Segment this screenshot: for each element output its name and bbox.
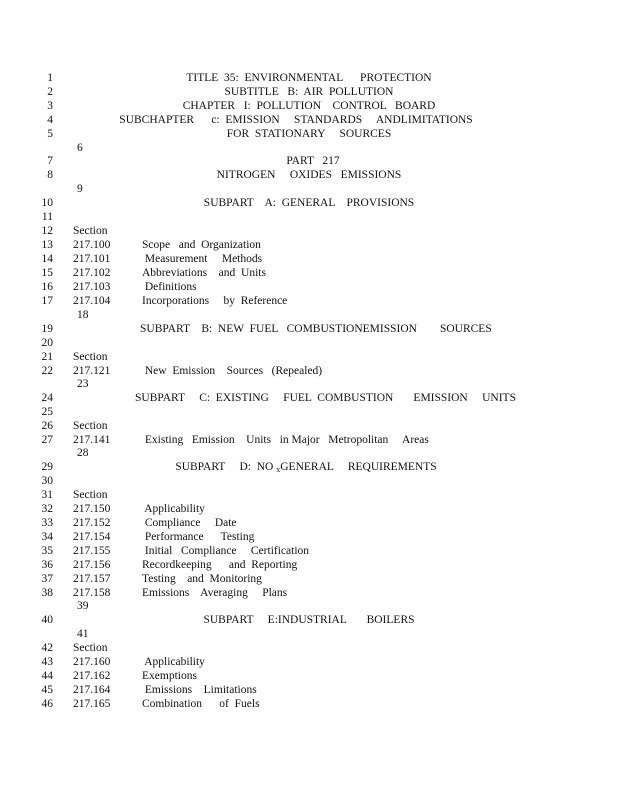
- subpart-d-heading-lead: SUBPART D: NO: [175, 461, 277, 473]
- title-heading: TITLE 35: ENVIRONMENTAL PROTECTION: [186, 72, 432, 84]
- section-number: 217.101: [73, 253, 111, 265]
- line-number: 12: [41, 225, 53, 237]
- line-number: 35: [41, 545, 53, 557]
- section-title: Definitions: [142, 281, 197, 293]
- section-title: Compliance Date: [142, 517, 237, 529]
- line-number: 10: [41, 197, 53, 209]
- stray-line-number: 23: [77, 378, 89, 390]
- stray-line-number: 39: [77, 600, 89, 612]
- line-number: 13: [41, 239, 53, 251]
- section-title: Existing Emission Units in Major Metropolitan Areas: [142, 434, 429, 446]
- section-title: Emissions Averaging Plans: [142, 587, 288, 599]
- line-number: 43: [41, 656, 53, 668]
- section-number: 217.154: [73, 531, 111, 543]
- section-number: 217.162: [73, 670, 111, 682]
- section-label: Section: [73, 225, 108, 237]
- section-number: 217.141: [73, 434, 111, 446]
- line-number: 27: [41, 434, 53, 446]
- line-number: 37: [41, 573, 53, 585]
- section-label: Section: [73, 489, 108, 501]
- line-number: 24: [41, 392, 53, 404]
- stray-line-number: 28: [77, 447, 89, 459]
- section-number: 217.157: [73, 573, 111, 585]
- section-number: 217.155: [73, 545, 111, 557]
- section-label: Section: [73, 420, 108, 432]
- line-number: 42: [41, 642, 53, 654]
- subpart-e-heading: SUBPART E:INDUSTRIAL BOILERS: [203, 614, 415, 626]
- line-number: 25: [41, 406, 53, 418]
- line-number: 4: [47, 114, 53, 126]
- section-number: 217.150: [73, 503, 111, 515]
- section-title: Applicability: [142, 656, 205, 668]
- line-number: 44: [41, 670, 53, 682]
- line-number: 1: [47, 72, 53, 84]
- line-number: 38: [41, 587, 53, 599]
- line-number: 34: [41, 531, 53, 543]
- line-number: 26: [41, 420, 53, 432]
- section-number: 217.104: [73, 295, 111, 307]
- section-title: Incorporations by Reference: [142, 295, 288, 307]
- section-title: Measurement Methods: [142, 253, 263, 265]
- line-number: 32: [41, 503, 53, 515]
- section-number: 217.102: [73, 267, 111, 279]
- section-title: Exemptions: [142, 670, 197, 682]
- subpart-d-heading-tail: GENERAL REQUIREMENTS: [280, 461, 437, 473]
- line-number: 11: [41, 211, 53, 223]
- section-label: Section: [73, 351, 108, 363]
- part-title-heading: NITROGEN OXIDES EMISSIONS: [216, 169, 402, 181]
- line-number: 20: [41, 337, 53, 349]
- section-number: 217.165: [73, 698, 111, 710]
- section-number: 217.103: [73, 281, 111, 293]
- section-number: 217.152: [73, 517, 111, 529]
- stray-line-number: 9: [77, 183, 83, 195]
- line-number: 5: [47, 128, 53, 140]
- line-number: 40: [41, 614, 53, 626]
- subpart-d-heading: [0, 461, 615, 474]
- section-title: Combination of Fuels: [142, 698, 260, 710]
- subpart-a-heading: SUBPART A: GENERAL PROVISIONS: [203, 197, 415, 209]
- section-number: 217.121: [73, 365, 111, 377]
- line-number: 3: [47, 100, 53, 112]
- section-title: Testing and Monitoring: [142, 573, 262, 585]
- section-number: 217.158: [73, 587, 111, 599]
- section-title: Abbreviations and Units: [142, 267, 266, 279]
- line-number: 21: [41, 351, 53, 363]
- line-number: 45: [41, 684, 53, 696]
- section-number: 217.164: [73, 684, 111, 696]
- section-title: New Emission Sources (Repealed): [142, 365, 323, 377]
- line-number: 14: [41, 253, 53, 265]
- section-label: Section: [73, 642, 108, 654]
- line-number: 8: [47, 169, 53, 181]
- subchapter-heading: SUBCHAPTER c: EMISSION STANDARDS ANDLIMITATIONS: [119, 114, 473, 126]
- stray-line-number: 18: [77, 309, 89, 321]
- line-number: 16: [41, 281, 53, 293]
- subpart-b-heading: SUBPART B: NEW FUEL COMBUSTIONEMISSION SOURCES: [140, 323, 492, 335]
- line-number: 46: [41, 698, 53, 710]
- line-number: 19: [41, 323, 53, 335]
- chapter-heading: CHAPTER I: POLLUTION CONTROL BOARD: [182, 100, 436, 112]
- stray-line-number: 6: [77, 142, 83, 154]
- subscript-x: x: [276, 465, 281, 474]
- subchapter-heading-continued: FOR STATIONARY SOURCES: [226, 128, 392, 140]
- section-number: 217.160: [73, 656, 111, 668]
- section-title: Performance Testing: [142, 531, 255, 543]
- subpart-c-heading: SUBPART C: EXISTING FUEL COMBUSTION EMISSION UNITS: [135, 392, 516, 404]
- line-number: 30: [41, 475, 53, 487]
- line-number: 31: [41, 489, 53, 501]
- line-number: 7: [47, 155, 53, 167]
- line-number: 2: [47, 86, 53, 98]
- section-title: Applicability: [142, 503, 205, 515]
- section-title: Emissions Limitations: [142, 684, 257, 696]
- part-heading: PART 217: [286, 155, 340, 167]
- section-title: Scope and Organization: [142, 239, 261, 251]
- line-number: 29: [41, 461, 53, 473]
- line-number: 36: [41, 559, 53, 571]
- line-number: 15: [41, 267, 53, 279]
- line-number: 33: [41, 517, 53, 529]
- section-number: 217.100: [73, 239, 111, 251]
- stray-line-number: 41: [77, 628, 89, 640]
- section-number: 217.156: [73, 559, 111, 571]
- line-number: 22: [41, 365, 53, 377]
- section-title: Initial Compliance Certification: [142, 545, 310, 557]
- section-title: Recordkeeping and Reporting: [142, 559, 298, 571]
- line-number: 17: [41, 295, 53, 307]
- subtitle-heading: SUBTITLE B: AIR POLLUTION: [224, 86, 394, 98]
